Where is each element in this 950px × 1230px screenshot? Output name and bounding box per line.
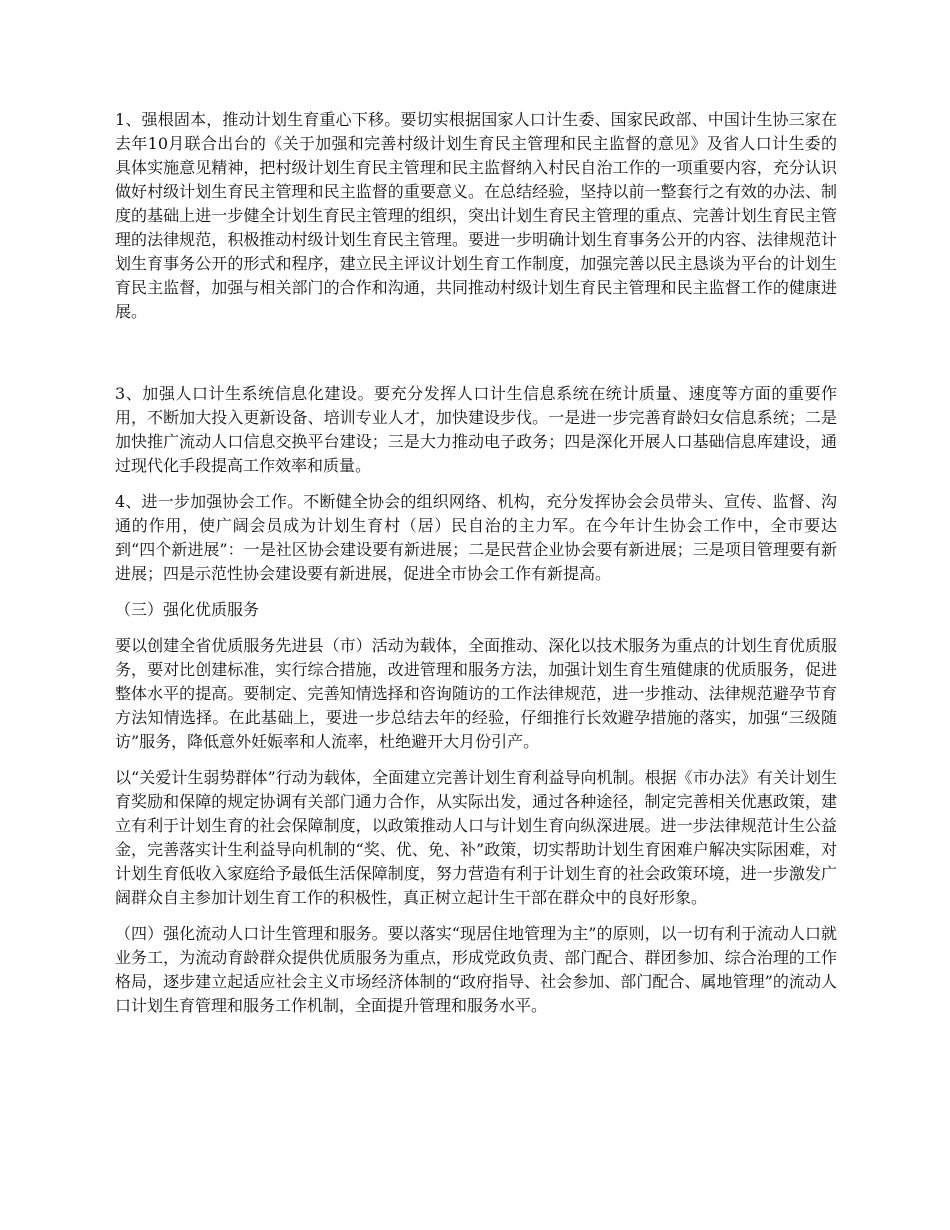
paragraph-quality-service: 要以创建全省优质服务先进县（市）活动为载体，全面推动、深化以技术服务为重点的计划生育优质服务，要对比创建标准，实行综合措施，改进管理和服务方法，加强计划生育生殖健康的优质服务，促进整体水平的提高。要制定、完善知情选择和咨询随访的工作法律规范，进一步推动、法律规范避孕节育方法知情选择。在此基础上，要进一步总结去年的经验，仔细推行长效避孕措施的落实，加强“三级随访”服务，降低意外妊娠率和人流率，杜绝避开大月份引产。 [115,636,837,751]
paragraph-strengthen-foundation: 1、强根固本，推动计划生育重心下移。要切实根据国家人口计生委、国家民政部、中国计生协三家在去年10月联合出台的《关于加强和完善村级计划生育民主管理和民主监督的意见》及省人口计生委的具体实施意见精神，把村级计划生育民主管理和民主监督纳入村民自治工作的一项重要内容，充分认识做好村级计划生育民主管理和民主监督的重要意义。在总结经验，坚持以前一整套行之有效的办法、制度的基础上进一步健全计划生育民主管理的组织，突出计划生育民主管理的重点、完善计划生育民主管理的法律规范，积极推动村级计划生育民主管理。要进一步明确计划生育事务公开的内容、法律规范计划生育事务公开的形式和程序，建立民主评议计划生育工作制度，加强完善以民主恳谈为平台的计划生育民主监督，加强与相关部门的合作和沟通，共同推动村级计划生育民主管理和民主监督工作的健康进展。 [115,110,837,321]
section-heading-quality-service: （三）强化优质服务 [115,600,260,619]
paragraph-incentive-mechanism: 以“关爱计生弱势群体”行动为载体，全面建立完善计划生育利益导向机制。根据《市办法》有关计划生育奖励和保障的规定协调有关部门通力合作，从实际出发，通过各种途径，制定完善相关优惠政策，建立有利于计划生育的社会保障制度，以政策推动人口与计划生育向纵深进展。进一步法律规范计生公益金，完善落实计生利益导向机制的“奖、优、免、补”政策，切实帮助计划生育困难户解决实际困难，对计划生育低收入家庭给予最低生活保障制度，努力营造有利于计划生育的社会政策环境，进一步激发广阔群众自主参加计划生育工作的积极性，真正树立起计生干部在群众中的良好形象。 [115,768,837,907]
paragraph-association-work: 4、进一步加强协会工作。不断健全协会的组织网络、机构，充分发挥协会会员带头、宣传、监督、沟通的作用，使广阔会员成为计划生育村（居）民自治的主力军。在今年计生协会工作中，全市要达到“四个新进展”：一是社区协会建设要有新进展；二是民营企业协会要有新进展；三是项目管理要有新进展；四是示范性协会建设要有新进展，促进全市协会工作有新提高。 [115,492,837,583]
document-body [115,108,837,1018]
paragraph-floating-population: （四）强化流动人口计生管理和服务。要以落实“现居住地管理为主”的原则，以一切有利于流动人口就业务工，为流动育龄群众提供优质服务为重点，形成党政负责、部门配合、群团参加、综合治理的工作格局，逐步建立起适应社会主义市场经济体制的“政府指导、社会参加、部门配合、属地管理”的流动人口计划生育管理和服务工作机制，全面提升管理和服务水平。 [115,924,837,1015]
paragraph-information-system: 3、加强人口计生系统信息化建设。要充分发挥人口计生信息系统在统计质量、速度等方面的重要作用，不断加大投入更新设备、培训专业人才，加快建设步伐。一是进一步完善育龄妇女信息系统；二是加快推广流动人口信息交换平台建设；三是大力推动电子政务；四是深化开展人口基础信息库建设，通过现代化手段提高工作效率和质量。 [115,384,837,475]
